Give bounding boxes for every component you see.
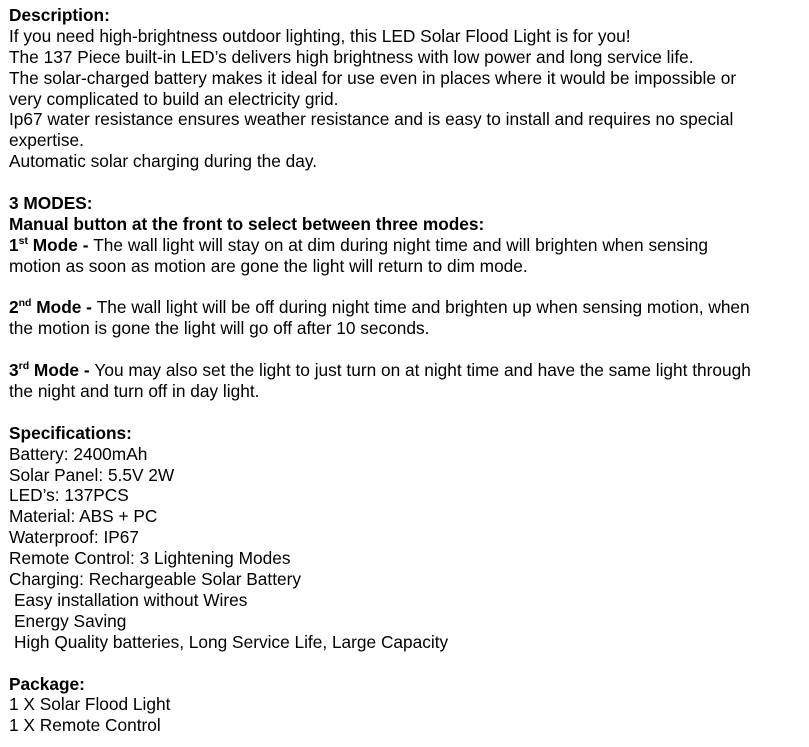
package-item: 1 X Remote Control bbox=[9, 715, 161, 736]
product-document bbox=[9, 5, 809, 736]
description-line: expertise. bbox=[9, 130, 84, 151]
mode-1-line-2: motion as soon as motion are gone the light will return to dim mode. bbox=[9, 255, 528, 276]
description-line: Ip67 water resistance ensures weather resistance and is easy to install and requires no special bbox=[9, 109, 734, 130]
description-heading: Description: bbox=[9, 5, 110, 25]
feature-high-quality: High Quality batteries, Long Service Life, Large Capacity bbox=[14, 631, 449, 652]
spec-leds: LED’s: 137PCS bbox=[9, 485, 129, 506]
mode-2-line-1: 2nd Mode - The wall light will be off during night time and brighten up when sensing motion, when bbox=[9, 297, 750, 318]
description-line: If you need high-brightness outdoor lighting, this LED Solar Flood Light is for you! bbox=[9, 25, 631, 46]
description-line: The 137 Piece built-in LED’s delivers high brightness with low power and long service life. bbox=[9, 46, 694, 67]
spec-solar-panel: Solar Panel: 5.5V 2W bbox=[9, 464, 175, 485]
specifications-heading: Specifications: bbox=[9, 422, 132, 443]
feature-energy-saving: Energy Saving bbox=[14, 610, 127, 631]
feature-easy-install: Easy installation without Wires bbox=[14, 589, 248, 610]
mode-1-line-1: 1st Mode - The wall light will stay on at dim during night time and will brighten when sensing bbox=[9, 234, 709, 255]
modes-heading: 3 MODES: bbox=[9, 193, 93, 214]
spec-battery: Battery: 2400mAh bbox=[9, 443, 148, 464]
mode-2-line-2: the motion is gone the light will go off after 10 seconds. bbox=[9, 318, 430, 339]
mode-3-line-2: the night and turn off in day light. bbox=[9, 381, 260, 402]
description-line: Automatic solar charging during the day. bbox=[9, 151, 318, 172]
mode-3-line-1: 3rd Mode - You may also set the light to just turn on at night time and have the same light through bbox=[9, 360, 751, 381]
package-item: 1 X Solar Flood Light bbox=[9, 694, 171, 715]
description-line: The solar-charged battery makes it ideal for use even in places where it would be impossible or bbox=[9, 67, 737, 88]
package-heading: Package: bbox=[9, 673, 85, 694]
description-line: very complicated to build an electricity grid. bbox=[9, 88, 339, 109]
modes-subheading: Manual button at the front to select between three modes: bbox=[9, 213, 485, 234]
spec-remote-control: Remote Control: 3 Lightening Modes bbox=[9, 548, 291, 569]
spec-charging: Charging: Rechargeable Solar Battery bbox=[9, 569, 302, 590]
spec-waterproof: Waterproof: IP67 bbox=[9, 527, 139, 548]
spec-material: Material: ABS + PC bbox=[9, 506, 158, 527]
